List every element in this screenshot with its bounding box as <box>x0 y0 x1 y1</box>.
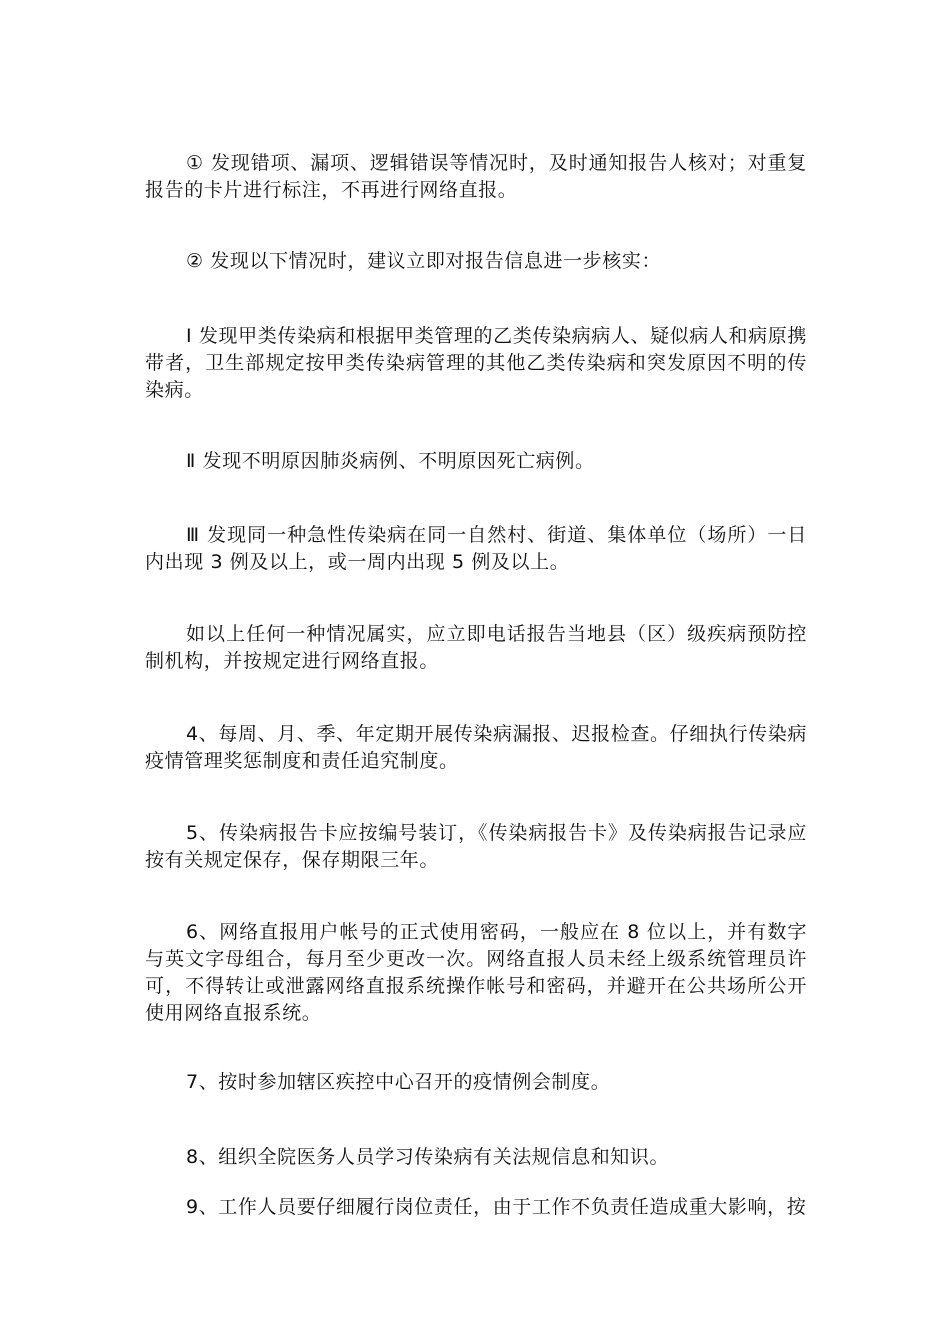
paragraph-item-6: 6、网络直报用户帐号的正式使用密码，一般应在 8 位以上，并有数字与英文字母组合，每月至少更改一次。网络直报人员未经上级系统管理员许可，不得转让或泄露网络直报系统操作帐号和密码，并避开在公共场所公开使用网络直报系统。 <box>145 921 807 1024</box>
paragraph-item-4: 4、每周、月、季、年定期开展传染病漏报、迟报检查。仔细执行传染病疫情管理奖惩制度和责任追究制度。 <box>145 723 807 772</box>
paragraph-item-8: 8、组织全院医务人员学习传染病有关法规信息和知识。 <box>186 1146 670 1168</box>
paragraph-condition-3: Ⅲ 发现同一种急性传染病在同一自然村、街道、集体单位（场所）一日内出现 3 例及以上，或一周内出现 5 例及以上。 <box>145 524 807 573</box>
paragraph-item-9: 9、工作人员要仔细履行岗位责任，由于工作不负责任造成重大影响，按 <box>186 1196 807 1218</box>
paragraph-condition-1: Ⅰ 发现甲类传染病和根据甲类管理的乙类传染病病人、疑似病人和病原携带者，卫生部规定按甲类传染病管理的其他乙类传染病和突发原因不明的传染病。 <box>145 325 807 401</box>
paragraph-verify-conditions: ② 发现以下情况时，建议立即对报告信息进一步核实： <box>186 250 662 272</box>
paragraph-report-by-phone: 如以上任何一种情况属实，应立即电话报告当地县（区）级疾病预防控制机构，并按规定进行网络直报。 <box>145 623 807 672</box>
paragraph-error-check: ① 发现错项、漏项、逻辑错误等情况时，及时通知报告人核对；对重复报告的卡片进行标注，不再进行网络直报。 <box>145 152 807 201</box>
paragraph-item-7: 7、按时参加辖区疾控中心召开的疫情例会制度。 <box>186 1071 611 1093</box>
paragraph-item-5: 5、传染病报告卡应按编号装订，《传染病报告卡》及传染病报告记录应按有关规定保存，保存期限三年。 <box>145 822 807 871</box>
paragraph-condition-2: Ⅱ 发现不明原因肺炎病例、不明原因死亡病例。 <box>186 450 595 472</box>
